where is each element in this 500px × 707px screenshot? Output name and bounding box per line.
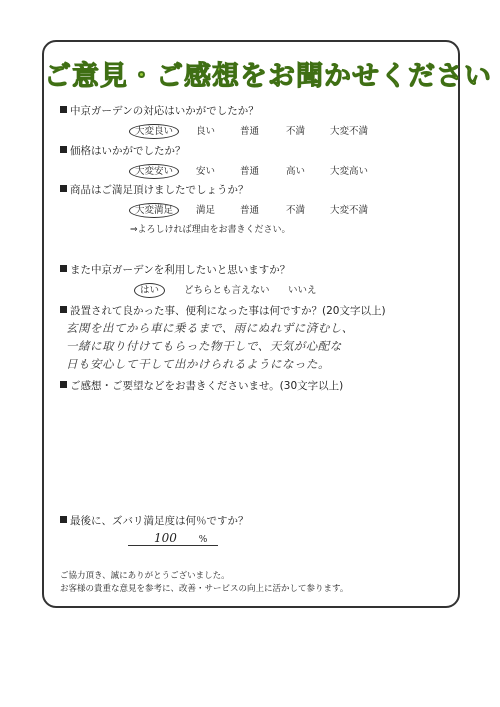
option[interactable]: 不満 <box>286 205 306 216</box>
options-service <box>0 123 500 137</box>
option[interactable]: どちらとも言えない <box>184 285 270 296</box>
bullet-square-icon <box>60 185 67 192</box>
handwritten-answer-line: 玄関を出てから車に乗るまで、雨にぬれずに済むし、 <box>66 321 354 335</box>
question-text: 最後に、ズバリ満足度は何％ですか？ <box>70 515 249 527</box>
option-selected[interactable]: はい <box>134 283 165 298</box>
option[interactable]: 良い <box>196 126 216 137</box>
option[interactable]: 普通 <box>240 126 260 137</box>
percent-unit: % <box>198 535 208 545</box>
question-text: また中京ガーデンを利用したいと思いますか？ <box>70 264 291 276</box>
options-product <box>0 202 500 216</box>
option[interactable]: 大変不満 <box>330 205 369 216</box>
question-satisfaction <box>60 513 249 528</box>
satisfaction-answer[interactable] <box>128 531 218 546</box>
option[interactable]: 普通 <box>240 166 260 177</box>
bullet-square-icon <box>60 306 67 313</box>
question-text: ご感想・ご要望などをお書きくださいませ。(30文字以上) <box>70 380 344 392</box>
question-product <box>60 182 249 197</box>
thanks-line: ご協力頂き、誠にありがとうございました。 <box>60 571 230 581</box>
question-service <box>60 103 259 118</box>
page-title: ご意見・ご感想をお聞かせください <box>44 61 492 92</box>
option-selected[interactable]: 大変安い <box>129 164 179 179</box>
option-selected[interactable]: 大変良い <box>129 124 179 139</box>
options-reuse <box>0 282 500 296</box>
reason-note: ⇒よろしければ理由をお書きください。 <box>130 225 291 235</box>
handwritten-answer-line: 日も安心して干して出かけられるようになった。 <box>66 357 330 371</box>
question-benefit <box>60 303 386 318</box>
bullet-square-icon <box>60 516 67 523</box>
question-reuse <box>60 262 290 277</box>
handwritten-answer-line: 一緒に取り付けてもらった物干しで、天気が心配な <box>66 339 342 353</box>
option[interactable]: 安い <box>196 166 216 177</box>
option[interactable]: 不満 <box>286 126 306 137</box>
question-text: 設置されて良かった事、便利になった事は何ですか？(20文字以上) <box>70 305 386 317</box>
bullet-square-icon <box>60 265 67 272</box>
improvement-line: お客様の貴重な意見を参考に、改善・サービスの向上に活かして参ります。 <box>60 584 349 594</box>
bullet-square-icon <box>60 381 67 388</box>
options-price <box>0 163 500 177</box>
question-text: 中京ガーデンの対応はいかがでしたか？ <box>70 105 259 117</box>
option[interactable]: 高い <box>286 166 306 177</box>
option[interactable]: 満足 <box>196 205 216 216</box>
satisfaction-value: 100 <box>154 531 177 545</box>
bullet-square-icon <box>60 106 67 113</box>
bullet-square-icon <box>60 146 67 153</box>
option-selected[interactable]: 大変満足 <box>129 203 179 218</box>
option[interactable]: いいえ <box>288 285 317 296</box>
question-text: 商品はご満足頂けましたでしょうか？ <box>70 184 249 196</box>
question-comments <box>60 378 343 393</box>
question-price <box>60 143 186 158</box>
question-text: 価格はいかがでしたか？ <box>70 145 186 157</box>
option[interactable]: 大変不満 <box>330 126 369 137</box>
option[interactable]: 大変高い <box>330 166 369 177</box>
option[interactable]: 普通 <box>240 205 260 216</box>
